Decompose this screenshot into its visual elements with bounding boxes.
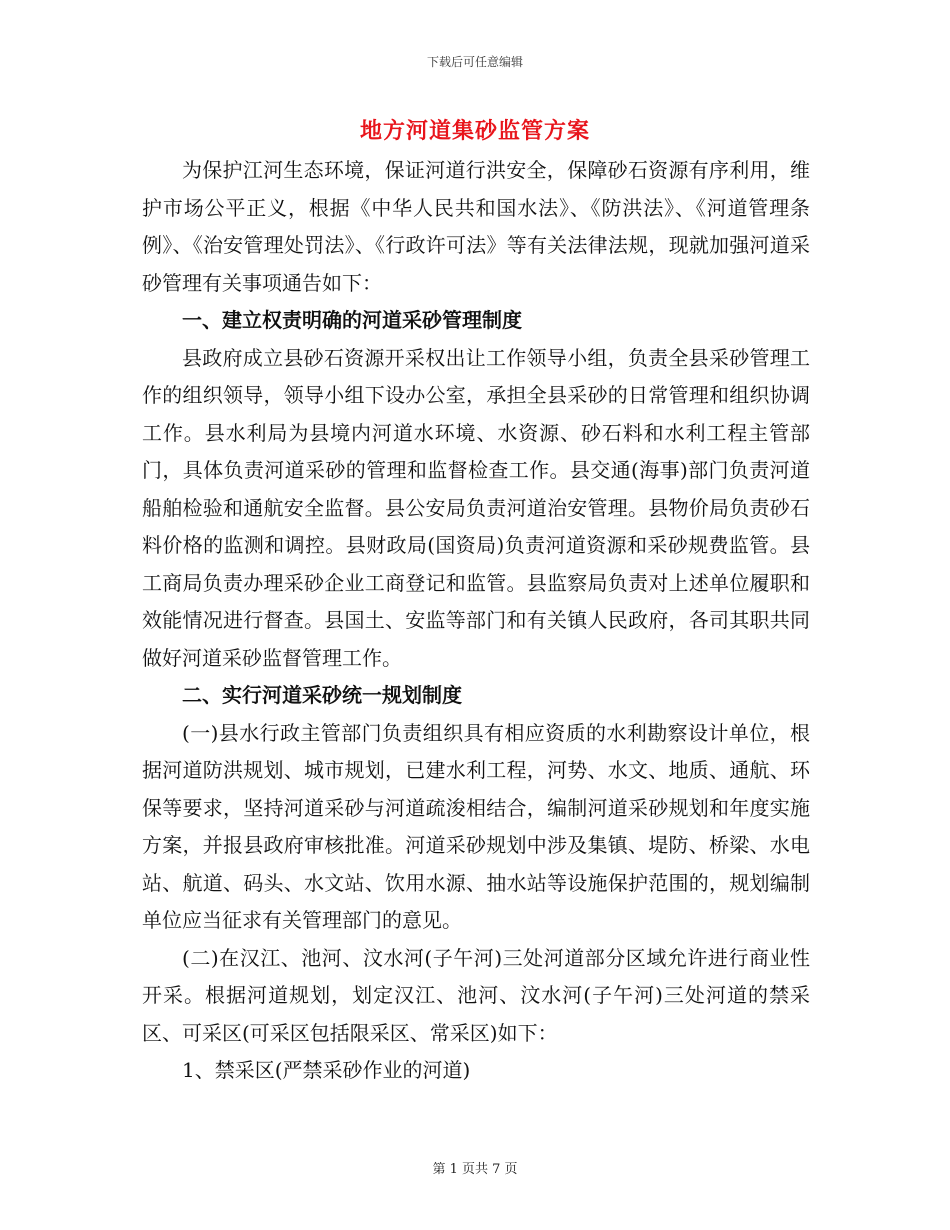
document-title: 地方河道集砂监管方案 (359, 118, 590, 144)
section-heading-2: 二、实行河道采砂统一规划制度 (182, 683, 462, 707)
section-2-item-1-paragraph: (一)县水行政主管部门负责组织具有相应资质的水利勘察设计单位，根据河道防洪规划、城市规划，已建水利工程，河势、水文、地质、通航、环保等要求，坚持河道采砂与河道疏浚相结合，编制河道采砂规划和年度实施方案，并报县政府审核批准。河道采砂规划中涉及集镇、堤防、桥梁、水电站、航道、码头、水文站、饮用水源、抽水站等设施保护范围的，规划编制单位应当征求有关管理部门的意见。 (142, 720, 810, 932)
intro-paragraph: 为保护江河生态环境，保证河道行洪安全，保障砂石资源有序利用，维护市场公平正义，根据《中华人民共和国水法》、《防洪法》、《河道管理条例》、《治安管理处罚法》、《行政许可法》等有关法律法规，现就加强河道采砂管理有关事项通告如下： (142, 158, 810, 295)
subsection-heading-forbidden-zone: 1、禁采区(严禁采砂作业的河道) (182, 1058, 471, 1082)
section-2-item-2-paragraph: (二)在汉江、池河、汶水河(子午河)三处河道部分区域允许进行商业性开采。根据河道规划，划定汉江、池河、汶水河(子午河)三处河道的禁采区、可采区(可采区包括限采区、常采区)如下： (142, 945, 810, 1045)
page-footer-number: 第 1 页共 7 页 (432, 1162, 518, 1177)
page-header-note: 下载后可任意编辑 (426, 55, 523, 69)
document-body (142, 152, 810, 1090)
section-1-paragraph: 县政府成立县砂石资源开采权出让工作领导小组，负责全县采砂管理工作的组织领导，领导小组下设办公室，承担全县采砂的日常管理和组织协调工作。县水利局为县境内河道水环境、水资源、砂石料和水利工程主管部门，具体负责河道采砂的管理和监督检查工作。县交通(海事)部门负责河道船舶检验和通航安全监督。县公安局负责河道治安管理。县物价局负责砂石料价格的监测和调控。县财政局(国资局)负责河道资源和采砂规费监管。县工商局负责办理采砂企业工商登记和监管。县监察局负责对上述单位履职和效能情况进行督查。县国土、安监等部门和有关镇人民政府，各司其职共同做好河道采砂监督管理工作。 (142, 345, 810, 670)
section-heading-1: 一、建立权责明确的河道采砂管理制度 (182, 308, 522, 332)
